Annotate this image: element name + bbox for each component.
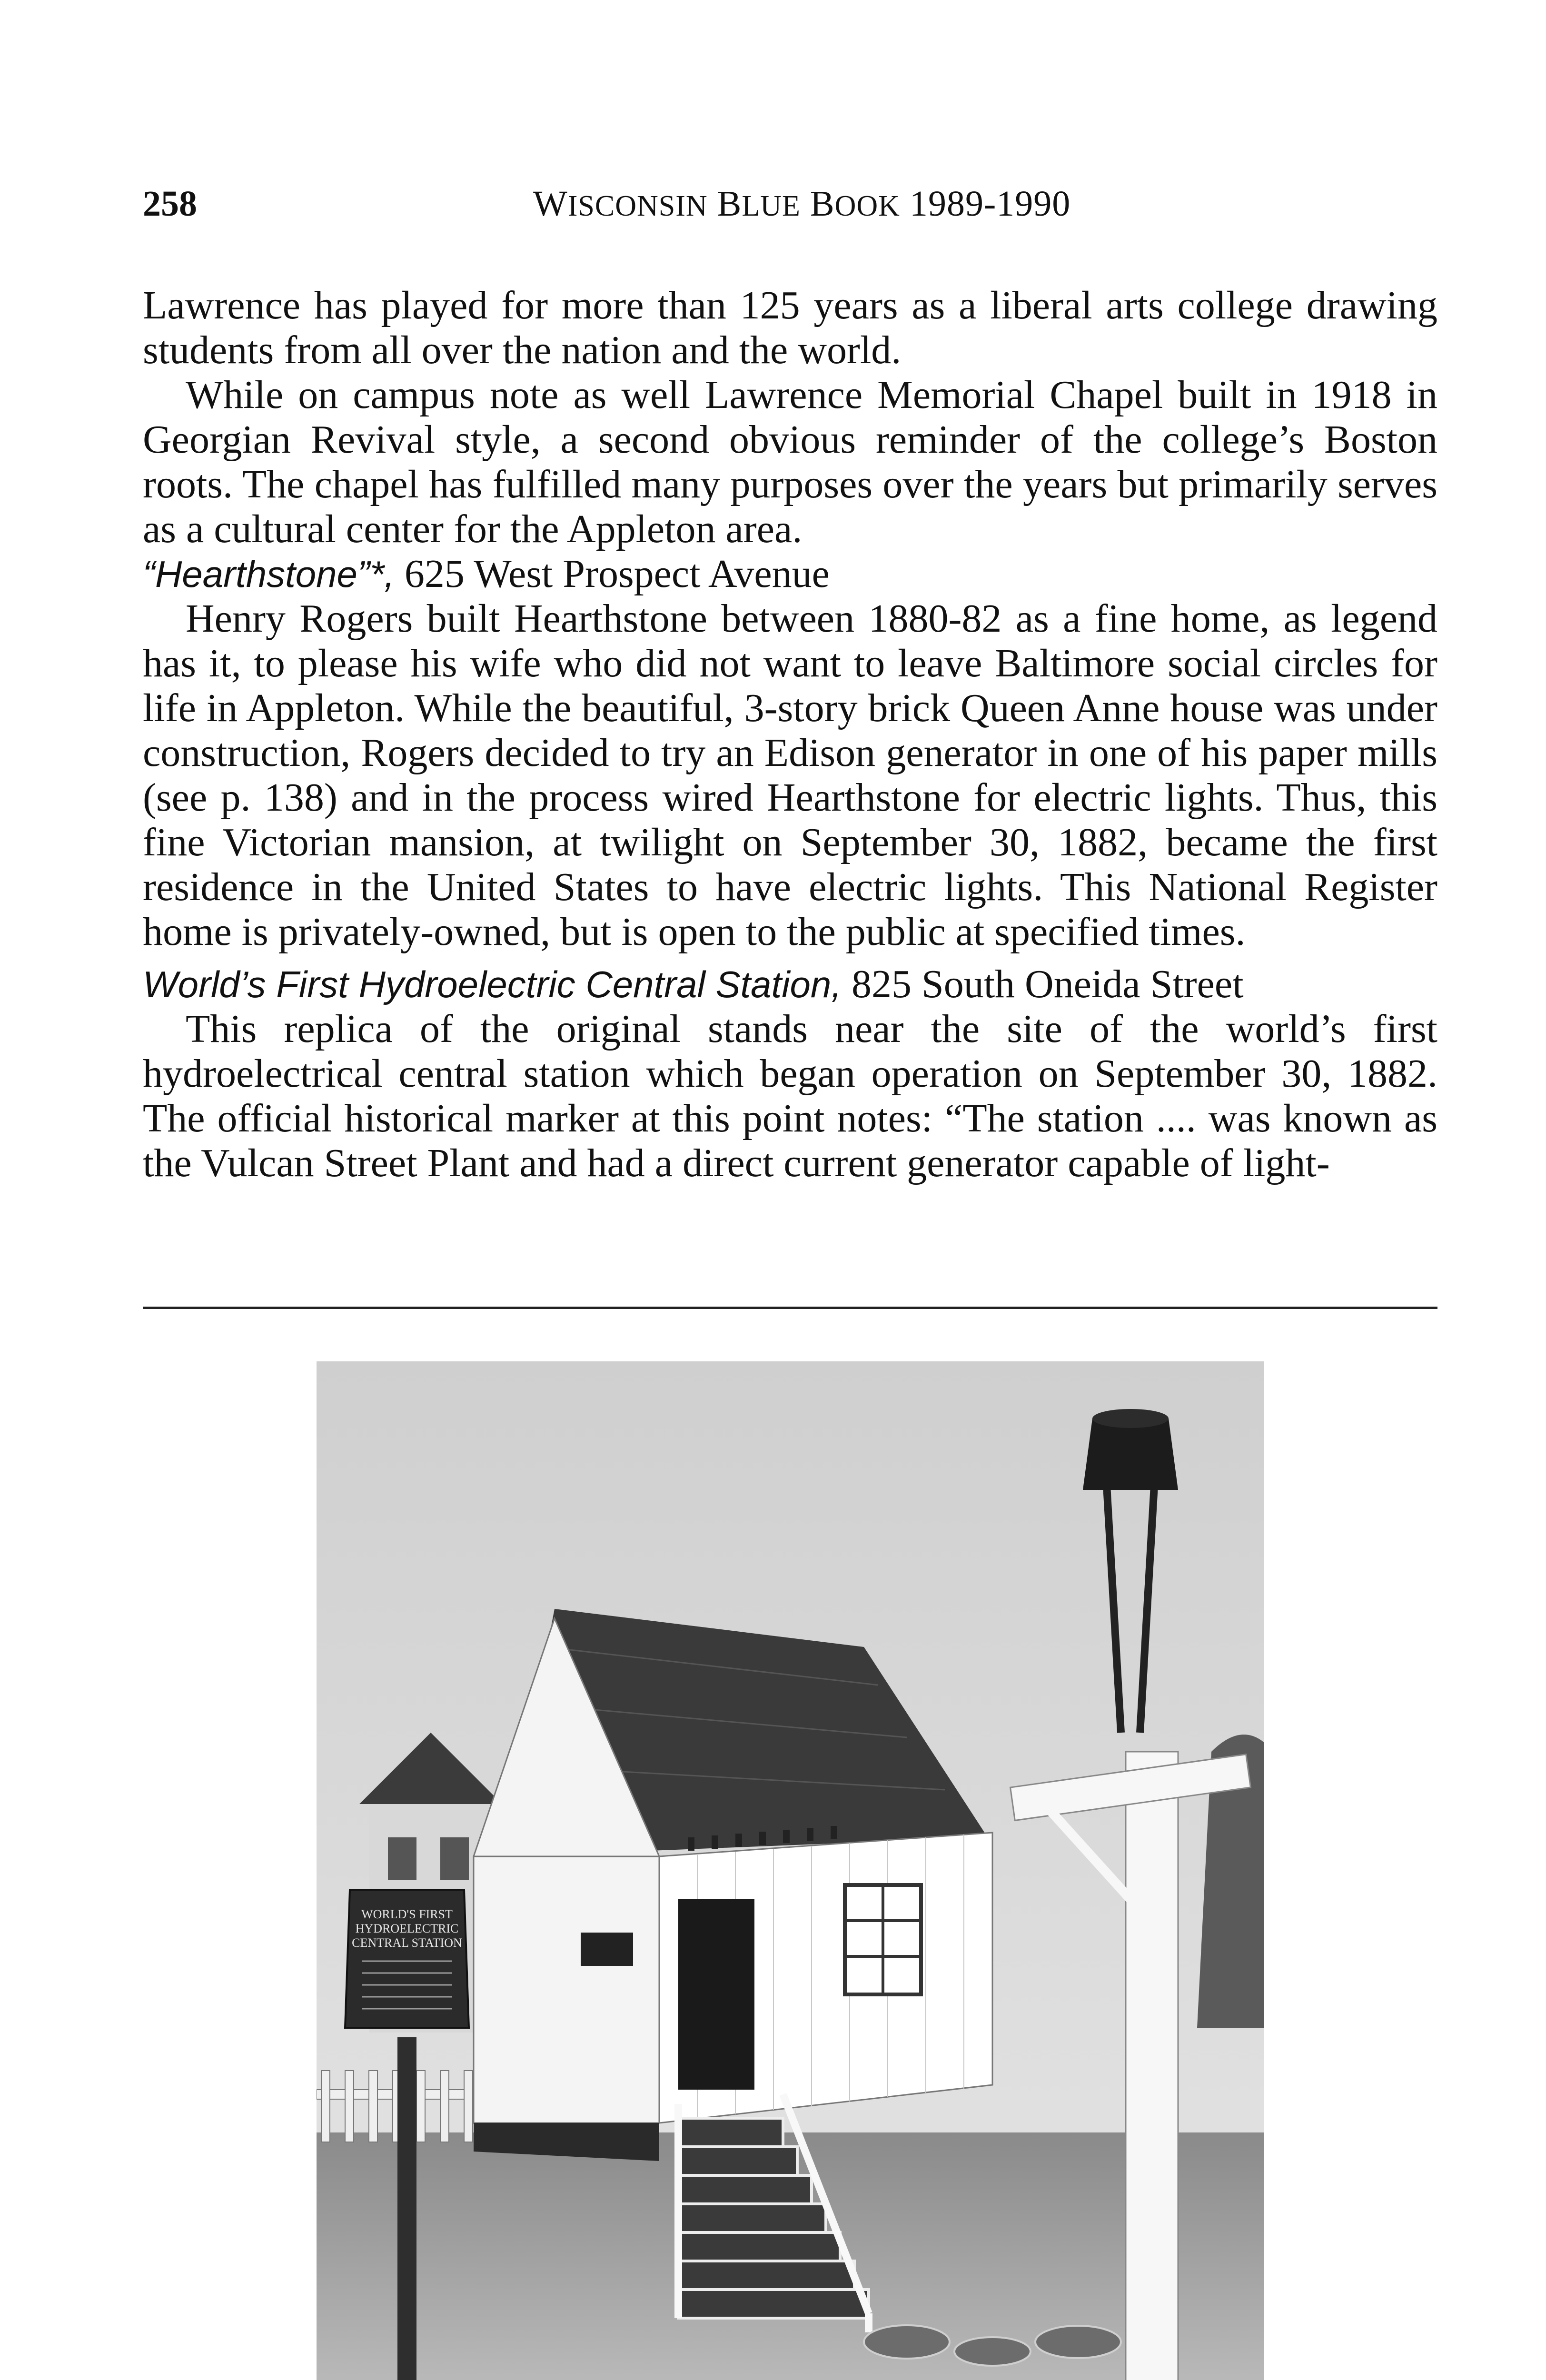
paragraph-chapel: While on campus note as well Lawrence Memorial Chapel built in 1918 in Georgian Revival style, a second obvious reminder of the college’s Boston roots. The chapel has fulfilled many purposes over the years but primarily serves as a cultural center for the Appleton area. xyxy=(143,373,1437,551)
paragraph-lawrence: Lawrence has played for more than 125 years as a liberal arts college drawing students from all over the nation and the world. xyxy=(143,283,1437,372)
entry-heading-hearthstone xyxy=(143,552,1437,596)
entry-address: 825 South Oneida Street xyxy=(851,962,1244,1006)
body-text xyxy=(143,283,1437,1186)
marker-line-1: WORLD'S FIRST xyxy=(361,1907,453,1921)
running-head: WISCONSIN BLUE BOOK 1989-1990 xyxy=(533,184,1071,224)
footnote-rule xyxy=(143,1307,1437,1309)
page-number: 258 xyxy=(143,184,197,224)
entry-address: 625 West Prospect Avenue xyxy=(404,552,830,596)
marker-line-3: CENTRAL STATION xyxy=(352,1936,462,1950)
marker-line-2: HYDROELECTRIC xyxy=(355,1922,459,1935)
entry-title: “Hearthstone”*, xyxy=(143,553,395,595)
paragraph-hearthstone: Henry Rogers built Hearthstone between 1880-82 as a fine home, as legend has it, to please his wife who did not want to leave Baltimore social circles for life in Appleton. While the beautiful, 3-story brick Queen Anne house was under construction, Rogers decided to try an Edison generator in one of his paper mills (see p. 138) and in the process wired Hearthstone for electric lights. Thus, this fine Victorian mansion, at twilight on September 30, 1882, became the first residence in the United States to have electric lights. This National Register home is privately-owned, but is open to the public at specified times. xyxy=(143,596,1437,954)
entry-heading-station xyxy=(143,962,1437,1007)
page-header xyxy=(143,183,1437,240)
entry-title: World’s First Hydroelectric Central Station, xyxy=(143,963,842,1005)
station-photo xyxy=(317,1361,1264,2380)
paragraph-station: This replica of the original stands near the site of the world’s first hydroelectrical central station which began operation on September 30, 1882. The official historical marker at this point notes: “The station .... was known as the Vulcan Street Plant and had a direct current generator capable of light- xyxy=(143,1007,1437,1185)
